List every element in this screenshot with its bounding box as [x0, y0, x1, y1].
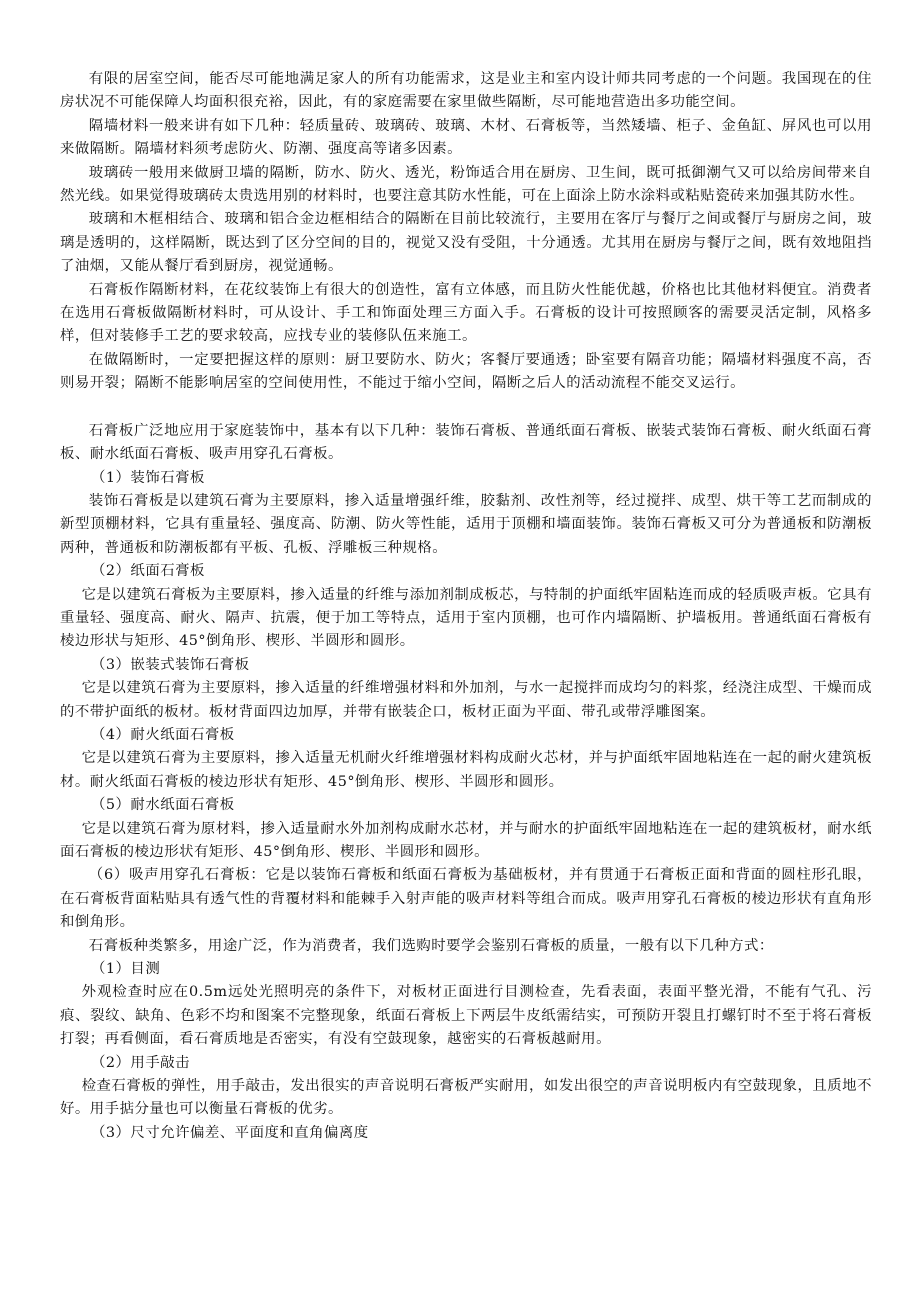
heading-embedded-gypsum: （3）嵌装式装饰石膏板 [91, 656, 250, 673]
paragraph-gypsum-partition: 石膏板作隔断材料，在花纹装饰上有很大的创造性，富有立体感，而且防火性能优越，价格也比其他材料便宜。消费者在选用石膏板做隔断材料时，可从设计、手工和饰面处理三方面入手。石膏板的设计可按照顾客的需要灵活定制，风格多样，但对装修手工艺的要求较高，应找专业的装修队伍来施工。 [60, 281, 872, 345]
paragraph-embedded-gypsum: 它是以建筑石膏为主要原料，掺入适量的纤维增强材料和外加剂，与水一起搅拌而成均匀的料浆，经浇注成型、干燥而成的不带护面纸的板材。板材背面四边加厚，并带有嵌装企口，板材正面为平面、带孔或带浮雕图案。 [60, 680, 872, 720]
paragraph-quality-check-intro: 石膏板种类繁多，用途广泛，作为消费者，我们选购时要学会鉴别石膏板的质量，一般有以下几种方式： [88, 937, 774, 954]
paragraph-partition-materials: 隔墙材料一般来讲有如下几种：轻质量砖、玻璃砖、玻璃、木材、石膏板等，当然矮墙、柜子、金鱼缸、屏风也可以用来做隔断。隔墙材料须考虑防火、防潮、强度高等诸多因素。 [60, 117, 872, 158]
paragraph-fireproof-gypsum: 它是以建筑石膏为主要原料，掺入适量无机耐火纤维增强材料构成耐火芯材，并与护面纸牢固地粘连在一起的耐火建筑板材。耐火纸面石膏板的棱边形状有矩形、45°倒角形、楔形、半圆形和圆形。 [60, 750, 872, 790]
heading-fireproof-gypsum: （4）耐火纸面石膏板 [91, 726, 235, 743]
heading-knock-test: （2）用手敲击 [91, 1054, 190, 1071]
heading-visual-inspection: （1）目测 [91, 961, 161, 978]
paragraph-glass-frame: 玻璃和木框相结合、玻璃和铝合金边框相结合的隔断在目前比较流行，主要用在客厅与餐厅之间或餐厅与厨房之间，玻璃是透明的，这样隔断，既达到了区分空间的目的，视觉又没有受阻，十分通透。尤其用在厨房与餐厅之间，既有效地阻挡了油烟，又能从餐厅看到厨房，视觉通畅。 [60, 211, 872, 275]
paragraph-perforated-gypsum: （6）吸声用穿孔石膏板：它是以装饰石膏板和纸面石膏板为基础板材，并有贯通于石膏板正面和背面的圆柱形孔眼，在石膏板背面粘贴具有透气性的背覆材料和能棘手入射声能的吸声材料等组合而成。吸声用穿孔石膏板的棱边形状有直角形和倒角形。 [60, 867, 872, 931]
heading-dimension-tolerance: （3）尺寸允许偏差、平面度和直角偏离度 [91, 1124, 369, 1141]
heading-paper-faced-gypsum: （2）纸面石膏板 [91, 563, 205, 580]
paragraph-decorative-gypsum: 装饰石膏板是以建筑石膏为主要原料，掺入适量增强纤维，胶黏剂、改性剂等，经过搅拌、成型、烘干等工艺而制成的新型顶棚材料，它具有重量轻、强度高、防潮、防火等性能，适用于顶棚和墙面装饰。装饰石膏板又可分为普通板和防潮板两种，普通板和防潮板都有平板、孔板、浮雕板三种规格。 [60, 492, 872, 556]
section-gap [60, 396, 872, 420]
paragraph-gypsum-types: 石膏板广泛地应用于家庭装饰中，基本有以下几种：装饰石膏板、普通纸面石膏板、嵌装式装饰石膏板、耐火纸面石膏板、耐水纸面石膏板、吸声用穿孔石膏板。 [60, 422, 872, 463]
heading-decorative-gypsum: （1）装饰石膏板 [91, 469, 205, 486]
paragraph-glass-brick: 玻璃砖一般用来做厨卫墙的隔断，防水、防火、透光，粉饰适合用在厨房、卫生间，既可抵御潮气又可以给房间带来自然光线。如果觉得玻璃砖太贵选用别的材料时，也要注意其防水性能，可在上面涂上防水涂料或粘贴瓷砖来加强其防水性。 [60, 164, 872, 205]
paragraph-waterproof-gypsum: 它是以建筑石膏为原材料，掺入适量耐水外加剂构成耐水芯材，并与耐水的护面纸牢固地粘连在一起的建筑板材，耐水纸面石膏板的棱边形状有矩形、45°倒角形、楔形、半圆形和圆形。 [60, 820, 872, 860]
document-page [60, 68, 872, 1145]
paragraph-knock-test: 检查石膏板的弹性，用手敲击，发出很实的声音说明石膏板严实耐用，如发出很空的声音说明板内有空鼓现象，且质地不好。用手掂分量也可以衡量石膏板的优劣。 [60, 1078, 872, 1118]
paragraph-paper-faced-gypsum: 它是以建筑石膏板为主要原料，掺入适量的纤维与添加剂制成板芯，与特制的护面纸牢固粘连而成的轻质吸声板。它具有重量轻、强度高、耐火、隔声、抗震，便于加工等特点，适用于室内顶棚，也可作内墙隔断、护墙板用。普通纸面石膏板有棱边形状与矩形、45°倒角形、楔形、半圆形和圆形。 [60, 586, 872, 650]
paragraph-visual-inspection: 外观检查时应在0.5m远处光照明亮的条件下，对板材正面进行目测检查，先看表面，表面平整光滑，不能有气孔、污痕、裂纹、缺角、色彩不均和图案不完整现象，纸面石膏板上下两层牛皮纸需结实，可预防开裂且打螺钉时不至于将石膏板打裂；再看侧面，看石膏质地是否密实，有没有空鼓现象，越密实的石膏板越耐用。 [60, 984, 872, 1048]
heading-waterproof-gypsum: （5）耐水纸面石膏板 [91, 797, 235, 814]
paragraph-partition-principles: 在做隔断时，一定要把握这样的原则：厨卫要防水、防火；客餐厅要通透；卧室要有隔音功能；隔墙材料强度不高，否则易开裂；隔断不能影响居室的空间使用性，不能过于缩小空间，隔断之后人的活动流程不能交叉运行。 [60, 351, 872, 392]
paragraph-intro: 有限的居室空间，能否尽可能地满足家人的所有功能需求，这是业主和室内设计师共同考虑的一个问题。我国现在的住房状况不可能保障人均面积很充裕，因此，有的家庭需要在家里做些隔断，尽可能地营造出多功能空间。 [60, 71, 872, 111]
